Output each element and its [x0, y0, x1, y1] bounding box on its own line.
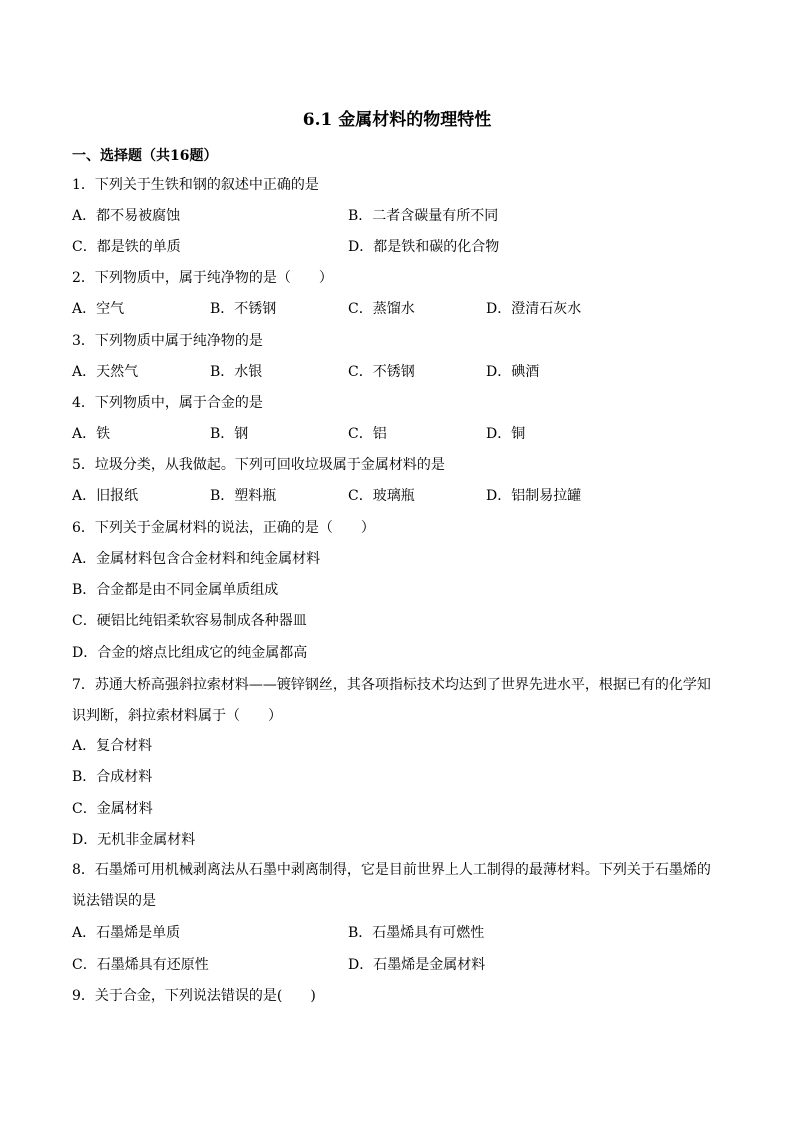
- option: A．铁: [72, 426, 111, 442]
- option: D．都是铁和碳的化合物: [348, 239, 500, 255]
- option: B．合成材料: [72, 769, 153, 785]
- option: A．旧报纸: [72, 488, 139, 504]
- option: B．钢: [210, 426, 249, 442]
- option: A．石墨烯是单质: [72, 925, 181, 941]
- option: C．石墨烯具有还原性: [72, 957, 209, 973]
- option: A．都不易被腐蚀: [72, 208, 181, 224]
- question-stem: 8．石墨烯可用机械剥离法从石墨中剥离制得，它是目前世界上人工制得的最薄材料。下列关于石墨烯的说法错误的是: [72, 862, 711, 909]
- option: B．水银: [210, 364, 263, 380]
- option: D．澄清石灰水: [486, 301, 582, 317]
- option: D．铝制易拉罐: [486, 488, 582, 504]
- option: D．无机非金属材料: [72, 832, 196, 848]
- option: B．二者含碳量有所不同: [348, 208, 499, 224]
- option: D．碘酒: [486, 364, 540, 380]
- section-heading: 一、选择题（共16题）: [72, 148, 218, 164]
- question-stem: 5．垃圾分类，从我做起。下列可回收垃圾属于金属材料的是: [72, 457, 445, 473]
- option: B．合金都是由不同金属单质组成: [72, 582, 279, 598]
- option: B．不锈钢: [210, 301, 277, 317]
- question-stem: 6．下列关于金属材料的说法，正确的是（ ）: [72, 520, 375, 536]
- question-stem: 4．下列物质中，属于合金的是: [72, 395, 263, 411]
- option: A．空气: [72, 301, 125, 317]
- option: C．金属材料: [72, 801, 153, 817]
- option: A．复合材料: [72, 738, 153, 754]
- option: C．铝: [348, 426, 387, 442]
- question-stem: 2．下列物质中，属于纯净物的是（ ）: [72, 270, 333, 286]
- question-stem: 7．苏通大桥高强斜拉索材料——镀锌钢丝，其各项指标技术均达到了世界先进水平，根据已有的化学知识判断，斜拉索材料属于（ ）: [72, 677, 711, 724]
- option: D．铜: [486, 426, 526, 442]
- option: B．石墨烯具有可燃性: [348, 925, 485, 941]
- option: B．塑料瓶: [210, 488, 277, 504]
- option: A．天然气: [72, 364, 139, 380]
- option: C．蒸馏水: [348, 301, 415, 317]
- option: C．不锈钢: [348, 364, 415, 380]
- option: C．玻璃瓶: [348, 488, 415, 504]
- page-title: 6.1 金属材料的物理特性: [302, 110, 492, 130]
- option: D．合金的熔点比组成它的纯金属都高: [72, 645, 308, 661]
- option: D．石墨烯是金属材料: [348, 957, 486, 973]
- option: A．金属材料包含合金材料和纯金属材料: [72, 551, 321, 567]
- option: C．都是铁的单质: [72, 239, 181, 255]
- question-stem: 3．下列物质中属于纯净物的是: [72, 333, 263, 349]
- question-stem: 9．关于合金，下列说法错误的是( ): [72, 988, 316, 1004]
- question-stem: 1．下列关于生铁和钢的叙述中正确的是: [72, 177, 319, 193]
- option: C．硬铝比纯铝柔软容易制成各种器皿: [72, 613, 307, 629]
